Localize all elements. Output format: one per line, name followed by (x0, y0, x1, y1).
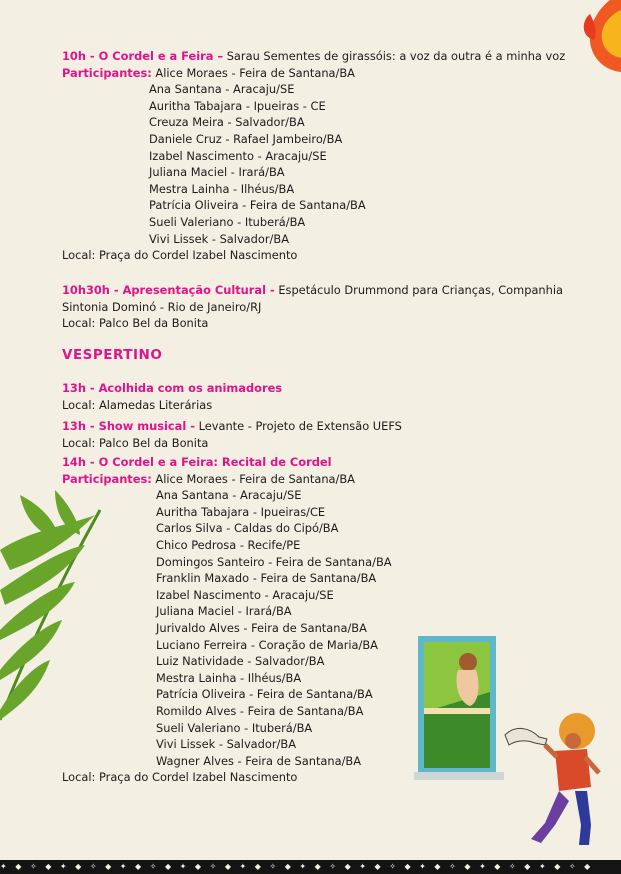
participant-item: Ana Santana - Aracaju/SE (149, 82, 295, 97)
participant-item: Auritha Tabajara - Ipueiras/CE (156, 504, 326, 519)
participant-item: Chico Pedrosa - Recife/PE (156, 537, 301, 552)
participant-item: Sueli Valeriano - Ituberá/BA (156, 720, 313, 735)
presentation-time: 10h30h - Apresentação Cultural - (62, 283, 275, 297)
participant-item: Juliana Maciel - Irará/BA (149, 165, 285, 180)
participant-item: Luiz Natividade - Salvador/BA (156, 654, 325, 669)
presentation-location: Local: Palco Bel da Bonita (62, 316, 209, 331)
cordel-recital-block (62, 454, 593, 786)
participant-item: Patrícia Oliveira - Feira de Santana/BA (156, 687, 373, 702)
participant-item: Romildo Alves - Feira de Santana/BA (156, 703, 364, 718)
participant-item: Vivi Lissek - Salvador/BA (156, 737, 296, 752)
participant-item: Vivi Lissek - Salvador/BA (149, 231, 289, 246)
morning-sarau-block (62, 48, 593, 264)
participant-item: Patrícia Oliveira - Feira de Santana/BA (149, 198, 366, 213)
participant-item: Luciano Ferreira - Coração de Maria/BA (156, 637, 378, 652)
participant-item: Daniele Cruz - Rafael Jambeiro/BA (149, 131, 343, 146)
participant-item: Mestra Lainha - Ilhéus/BA (156, 670, 302, 685)
sarau-title: Sarau Sementes de girassóis: a voz da outra é a minha voz (223, 49, 566, 63)
participants-label: Participantes: (62, 65, 152, 80)
sarau-location: Local: Praça do Cordel Izabel Nascimento (62, 248, 298, 263)
welcome-location: Local: Alamedas Literárias (62, 397, 213, 412)
participant-item: Sueli Valeriano - Ituberá/BA (149, 214, 306, 229)
participant-item: Carlos Silva - Caldas do Cipó/BA (156, 521, 339, 536)
recital-heading: 14h - O Cordel e a Feira: Recital de Cordel (62, 455, 332, 469)
presentation-title: Espetáculo Drummond para Crianças, Companhia (274, 283, 564, 297)
welcome-block (62, 380, 593, 413)
participant-item: Creuza Meira - Salvador/BA (149, 115, 305, 130)
participant-item: Alice Moraes - Feira de Santana/BA (151, 65, 355, 80)
recital-location: Local: Praça do Cordel Izabel Nascimento (62, 770, 298, 785)
music-show-block (62, 418, 593, 451)
participants-label: Participantes: (62, 471, 152, 486)
participant-item: Wagner Alves - Feira de Santana/BA (156, 753, 362, 768)
participant-item: Jurivaldo Alves - Feira de Santana/BA (156, 620, 367, 635)
participant-item: Auritha Tabajara - Ipueiras - CE (149, 98, 326, 113)
music-show-location: Local: Palco Bel da Bonita (62, 435, 209, 450)
section-heading-vespertino: VESPERTINO (62, 347, 163, 363)
participant-item: Izabel Nascimento - Aracaju/SE (156, 587, 334, 602)
sarau-time: 10h - O Cordel e a Feira – (62, 49, 224, 63)
music-show-title: Levante - Projeto de Extensão UEFS (194, 419, 402, 433)
participant-item: Franklin Maxado - Feira de Santana/BA (156, 571, 377, 586)
cultural-presentation-block (62, 282, 593, 332)
participant-item: Juliana Maciel - Irará/BA (156, 604, 292, 619)
participant-item: Alice Moraes - Feira de Santana/BA (151, 471, 355, 486)
sarau-participants-line (62, 65, 593, 82)
presentation-title-cont: Sintonia Dominó - Rio de Janeiro/RJ (62, 299, 262, 314)
sarau-heading-line (62, 48, 593, 65)
music-show-time: 13h - Show musical - (62, 419, 195, 433)
participant-item: Ana Santana - Aracaju/SE (156, 488, 302, 503)
welcome-time: 13h - Acolhida com os animadores (62, 381, 283, 395)
decorative-border: ✦ ◆ ✧ ◆ ✦ ◆ ✧ ◆ ✦ ◆ ✧ ◆ ✦ ◆ ✧ ◆ ✦ ◆ ✧ ◆ ✦ ◆ ✧ ◆ ✦ ◆ ✧ ◆ ✦ ◆ ✧ ◆ ✦ ◆ ✧ ◆ ✦ ◆ ✧ ◆ (0, 860, 621, 874)
participant-item: Domingos Santeiro - Feira de Santana/BA (156, 554, 392, 569)
participant-item: Izabel Nascimento - Aracaju/SE (149, 148, 327, 163)
participant-item: Mestra Lainha - Ilhéus/BA (149, 181, 295, 196)
